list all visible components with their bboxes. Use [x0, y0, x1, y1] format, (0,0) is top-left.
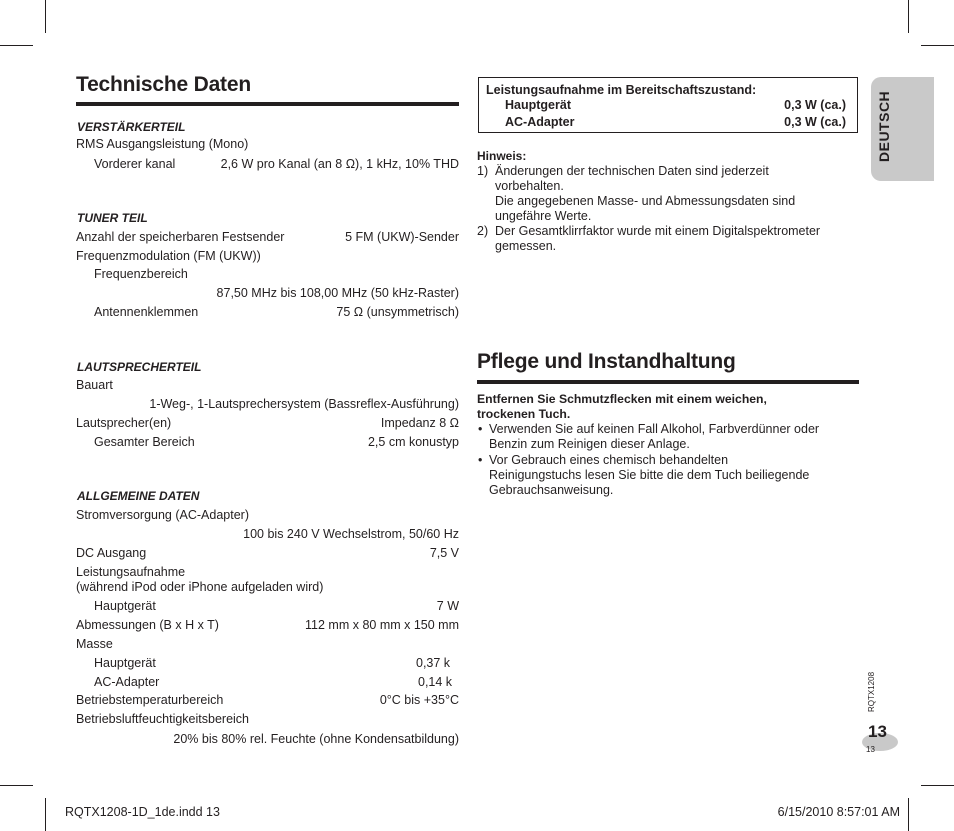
note-text: Die angegebenen Masse- und Abmessungsdaten sind [495, 194, 796, 208]
spec-label: Hauptgerät [94, 656, 156, 670]
page-title: Technische Daten [76, 73, 251, 96]
care-text: Reinigungstuchs lesen Sie bitte die dem Tuch beiliegende [489, 468, 810, 482]
note-text: Änderungen der technischen Daten sind jederzeit [495, 164, 769, 178]
standby-main-value: 0,3 W (ca.) [784, 98, 846, 112]
note-number: 1) [477, 164, 489, 178]
note-number: 2) [477, 224, 489, 238]
bullet-icon: • [478, 422, 483, 436]
standby-title: Leistungsaufnahme im Bereitschaftszustand: [486, 83, 757, 97]
page-number-small: 13 [866, 745, 875, 754]
spec-label: Betriebstemperaturbereich [76, 693, 224, 707]
spec-label: Vorderer kanal [94, 157, 176, 171]
spec-label: Betriebsluftfeuchtigkeitsbereich [76, 712, 250, 726]
spec-label: (während iPod oder iPhone aufgeladen wird) [76, 580, 324, 594]
spec-label: Gesamter Bereich [94, 435, 195, 449]
spec-value: 100 bis 240 V Wechselstrom, 50/60 Hz [243, 527, 459, 541]
spec-label: DC Ausgang [76, 546, 147, 560]
note-text: vorbehalten. [495, 179, 564, 193]
spec-label: Abmessungen (B x H x T) [76, 618, 219, 632]
spec-value: 1-Weg-, 1-Lautsprechersystem (Bassreflex-Ausführung) [149, 397, 459, 411]
spec-label: AC-Adapter [94, 675, 160, 689]
spec-label: Lautsprecher(en) [76, 416, 172, 430]
footer-timestamp: 6/15/2010 8:57:01 AM [777, 805, 900, 819]
note-text: Der Gesamtklirrfaktor wurde mit einem Digitalspektrometer [495, 224, 821, 238]
care-text: Gebrauchsanweisung. [489, 483, 614, 497]
section-heading-general: ALLGEMEINE DATEN [77, 489, 200, 503]
note-title: Hinweis: [477, 149, 527, 163]
spec-value: 5 FM (UKW)-Sender [345, 230, 459, 244]
spec-value: 112 mm x 80 mm x 150 mm [305, 618, 459, 632]
bullet-icon: • [478, 453, 483, 467]
standby-ac-value: 0,3 W (ca.) [784, 115, 846, 129]
section-heading-amplifier: VERSTÄRKERTEIL [77, 120, 186, 134]
language-label: DEUTSCH [876, 90, 892, 162]
spec-value: 87,50 MHz bis 108,00 MHz (50 kHz-Raster) [216, 286, 459, 300]
crop-mark [0, 45, 33, 46]
page-number: 13 [868, 722, 887, 741]
care-text: Benzin zum Reinigen dieser Anlage. [489, 437, 690, 451]
crop-mark [921, 45, 954, 46]
crop-mark [908, 798, 909, 831]
care-text: Vor Gebrauch eines chemisch behandelten [489, 453, 729, 467]
spec-label: Stromversorgung (AC-Adapter) [76, 508, 249, 522]
section-heading-tuner: TUNER TEIL [77, 211, 148, 225]
spec-label: Anzahl der speicherbaren Festsender [76, 230, 285, 244]
spec-label: Hauptgerät [94, 599, 156, 613]
footer-file: RQTX1208-1D_1de.indd 13 [65, 805, 220, 819]
care-text: Verwenden Sie auf keinen Fall Alkohol, Farbverdünner oder [489, 422, 820, 436]
doc-code: RQTX1208 [867, 671, 876, 712]
spec-value: 0,37 k [416, 656, 451, 670]
crop-mark [45, 0, 46, 33]
spec-label: Antennenklemmen [94, 305, 199, 319]
spec-value: 2,5 cm konustyp [367, 435, 459, 449]
note-text: gemessen. [495, 239, 557, 253]
spec-value: 0°C bis +35°C [379, 693, 459, 707]
title-rule [76, 102, 459, 106]
note-text: ungefähre Werte. [495, 209, 592, 223]
spec-value: 0,14 k [418, 675, 453, 689]
crop-mark [908, 0, 909, 33]
crop-mark [0, 785, 33, 786]
crop-mark [45, 798, 46, 831]
spec-label: Frequenzbereich [94, 267, 188, 281]
spec-label: RMS Ausgangsleistung (Mono) [76, 137, 249, 151]
spec-value: Impedanz 8 Ω [380, 416, 459, 430]
crop-mark [921, 785, 954, 786]
spec-label: Bauart [76, 378, 113, 392]
care-intro: trockenen Tuch. [477, 407, 571, 421]
care-intro: Entfernen Sie Schmutzflecken mit einem weichen, [477, 392, 767, 406]
spec-value: 7,5 V [429, 546, 459, 560]
standby-ac-label: AC-Adapter [505, 115, 575, 129]
spec-value: 20% bis 80% rel. Feuchte (ohne Kondensatbildung) [173, 732, 459, 746]
spec-label: Masse [76, 637, 113, 651]
standby-main-label: Hauptgerät [505, 98, 571, 112]
spec-label: Leistungsaufnahme [76, 565, 186, 579]
spec-value: 2,6 W pro Kanal (an 8 Ω), 1 kHz, 10% THD [220, 157, 459, 171]
care-rule [477, 380, 859, 384]
spec-value: 75 Ω (unsymmetrisch) [336, 305, 459, 319]
care-title: Pflege und Instandhaltung [477, 350, 736, 373]
spec-value: 7 W [436, 599, 459, 613]
spec-label: Frequenzmodulation (FM (UKW)) [76, 249, 261, 263]
section-heading-speaker: LAUTSPRECHERTEIL [77, 360, 202, 374]
